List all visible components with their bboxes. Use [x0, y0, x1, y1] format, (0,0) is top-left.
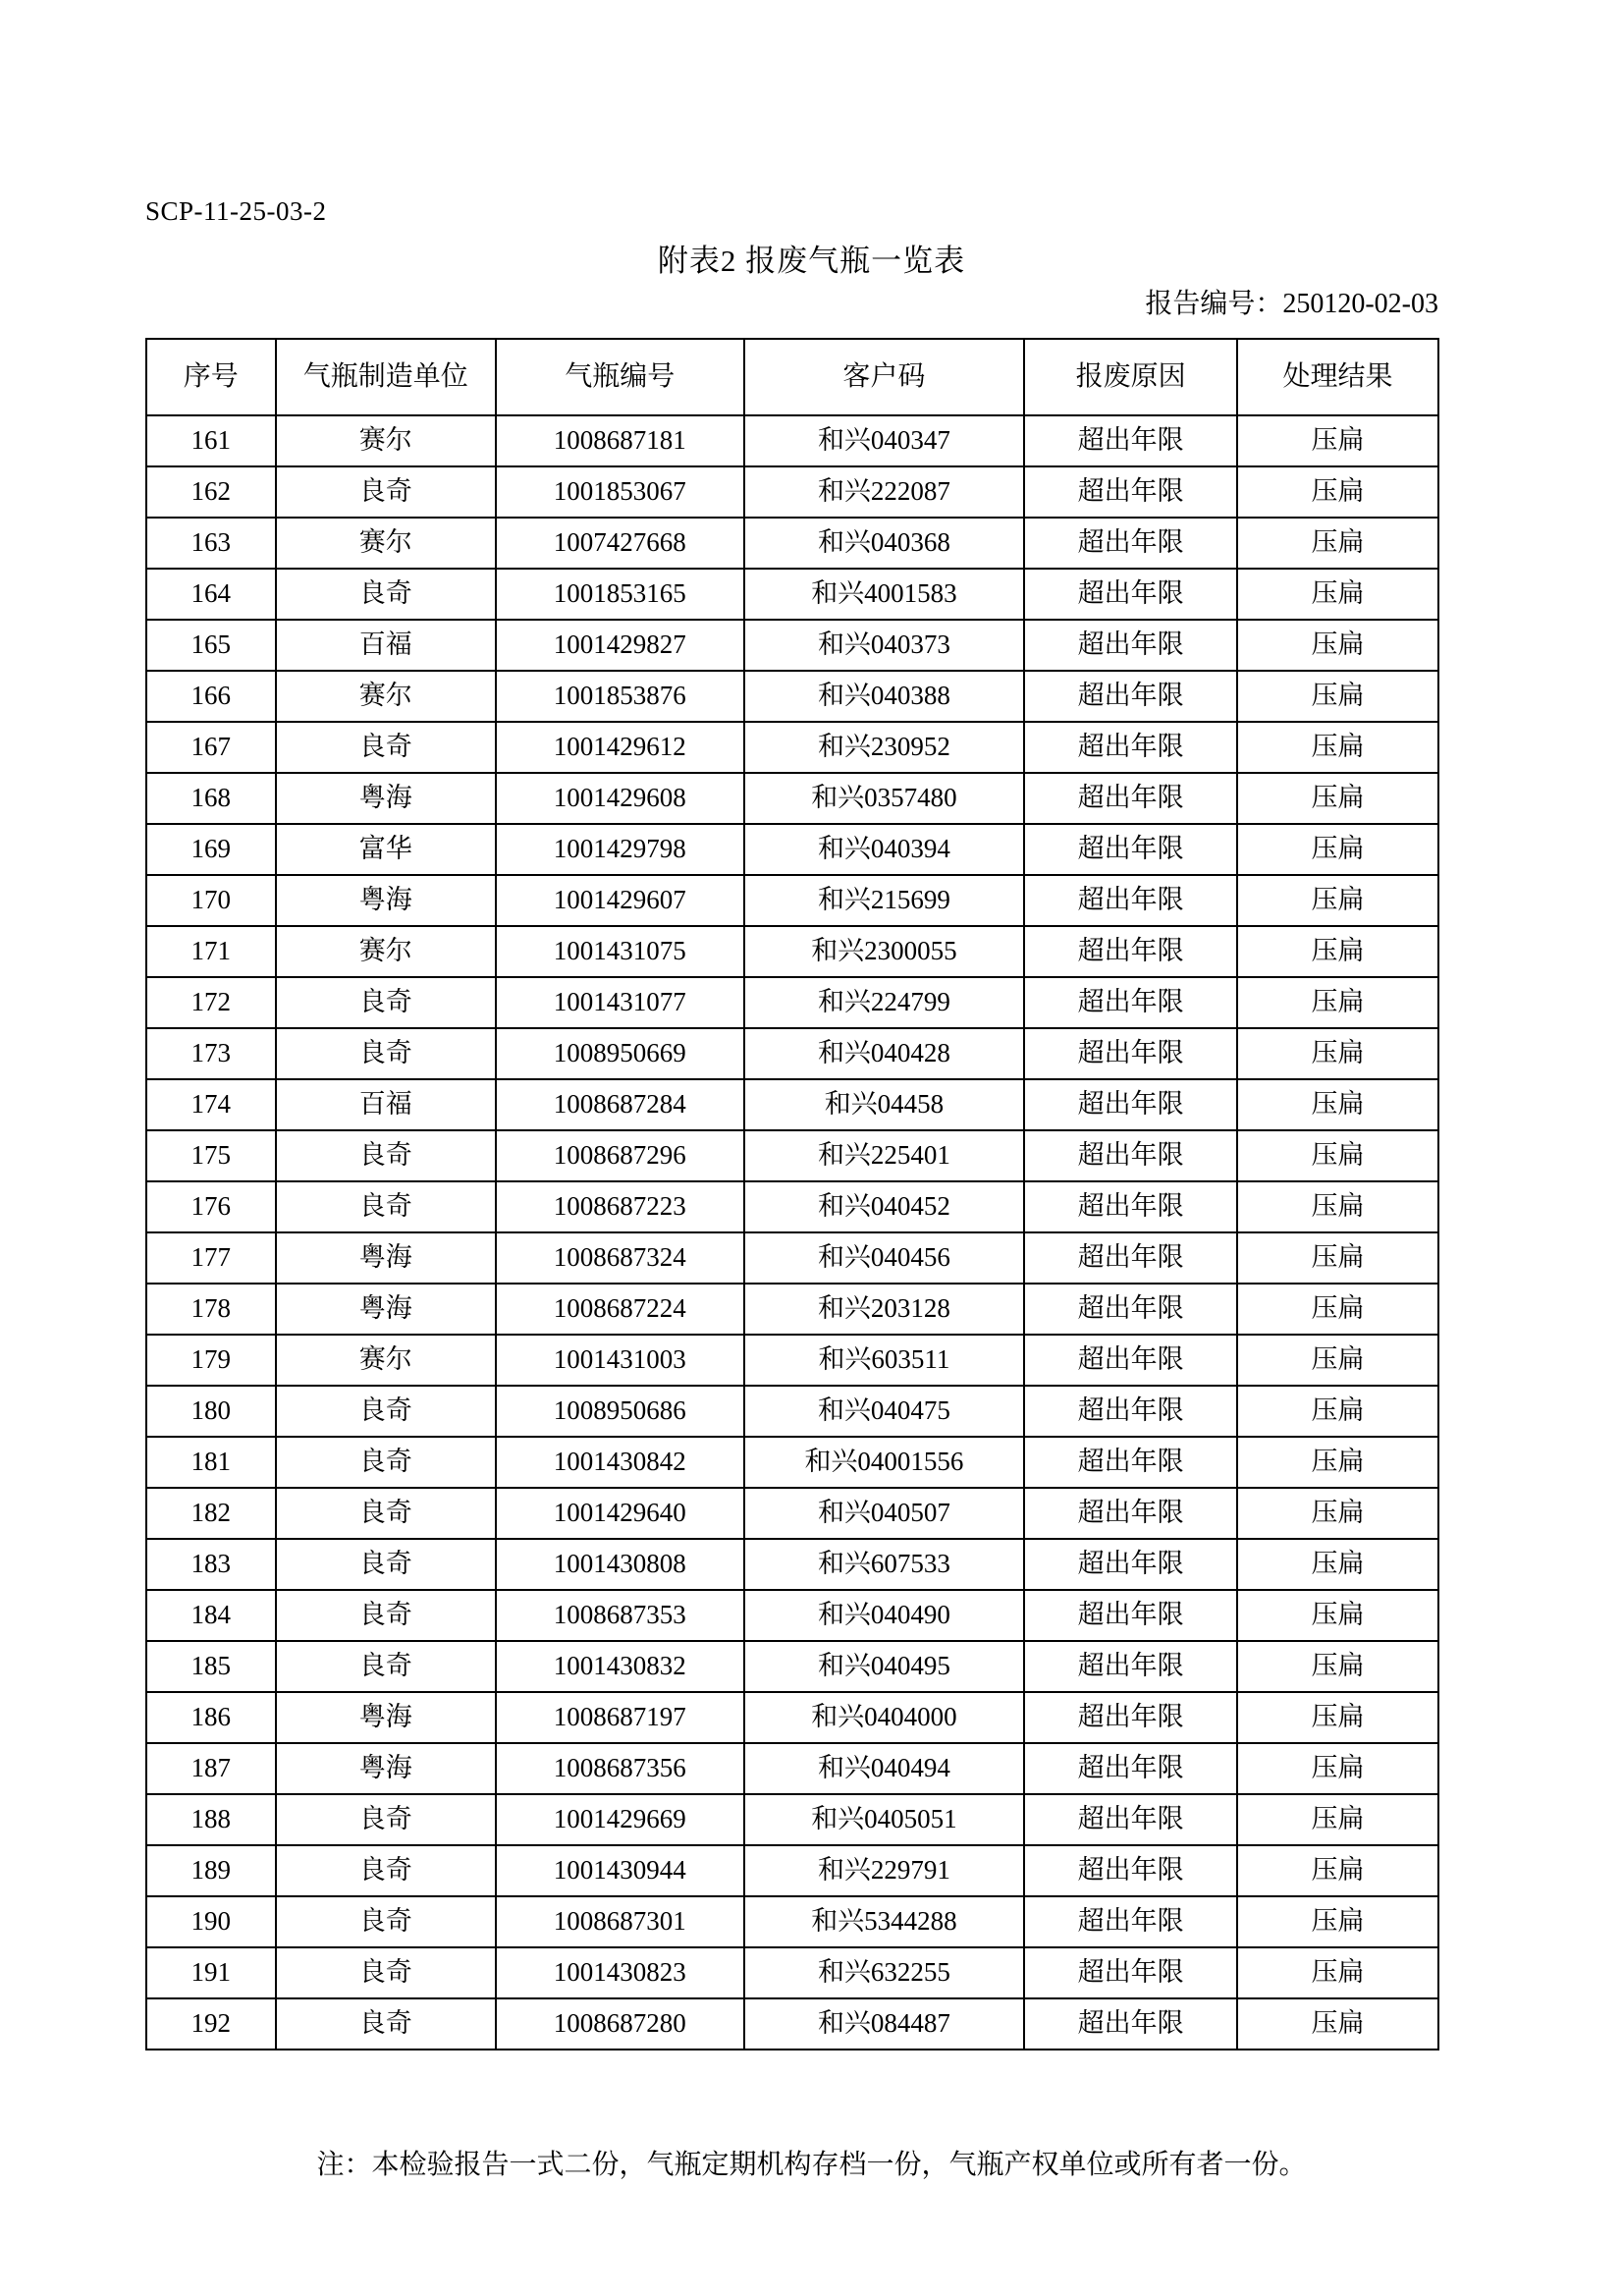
table-row [146, 1998, 1438, 2050]
cell-scrap-reason: 超出年限 [1024, 1998, 1237, 2050]
cell-index: 165 [146, 620, 276, 671]
cell-customer-code: 和兴230952 [744, 722, 1025, 773]
table-row [146, 1539, 1438, 1590]
cell-scrap-reason: 超出年限 [1024, 1028, 1237, 1079]
table-row [146, 1181, 1438, 1232]
cell-disposal: 压扁 [1237, 1590, 1438, 1641]
cell-customer-code: 和兴0405051 [744, 1794, 1025, 1845]
cell-customer-code: 和兴222087 [744, 466, 1025, 518]
cell-scrap-reason: 超出年限 [1024, 875, 1237, 926]
cell-index: 183 [146, 1539, 276, 1590]
cell-scrap-reason: 超出年限 [1024, 1896, 1237, 1947]
table-row [146, 1692, 1438, 1743]
cell-manufacturer: 百福 [276, 620, 496, 671]
cell-disposal: 压扁 [1237, 466, 1438, 518]
cell-cylinder-no: 1001430842 [496, 1437, 744, 1488]
cell-cylinder-no: 1001431003 [496, 1335, 744, 1386]
cell-manufacturer: 赛尔 [276, 671, 496, 722]
cell-disposal: 压扁 [1237, 1181, 1438, 1232]
cell-manufacturer: 粤海 [276, 1692, 496, 1743]
cell-scrap-reason: 超出年限 [1024, 722, 1237, 773]
cell-cylinder-no: 1001429608 [496, 773, 744, 824]
cell-customer-code: 和兴040373 [744, 620, 1025, 671]
table-row [146, 569, 1438, 620]
cell-customer-code: 和兴040494 [744, 1743, 1025, 1794]
table-row [146, 824, 1438, 875]
cell-index: 180 [146, 1386, 276, 1437]
table-row [146, 1437, 1438, 1488]
cell-disposal: 压扁 [1237, 1947, 1438, 1998]
cell-customer-code: 和兴4001583 [744, 569, 1025, 620]
cell-manufacturer: 粤海 [276, 773, 496, 824]
cell-scrap-reason: 超出年限 [1024, 518, 1237, 569]
cell-disposal: 压扁 [1237, 1232, 1438, 1284]
cell-manufacturer: 良奇 [276, 1130, 496, 1181]
cell-index: 163 [146, 518, 276, 569]
cell-manufacturer: 良奇 [276, 1845, 496, 1896]
cell-index: 187 [146, 1743, 276, 1794]
cell-scrap-reason: 超出年限 [1024, 1232, 1237, 1284]
cell-customer-code: 和兴603511 [744, 1335, 1025, 1386]
cell-cylinder-no: 1001430832 [496, 1641, 744, 1692]
cell-manufacturer: 良奇 [276, 1896, 496, 1947]
cell-manufacturer: 良奇 [276, 1590, 496, 1641]
cell-customer-code: 和兴0404000 [744, 1692, 1025, 1743]
table-row [146, 977, 1438, 1028]
cell-manufacturer: 良奇 [276, 1181, 496, 1232]
cell-disposal: 压扁 [1237, 875, 1438, 926]
cell-customer-code: 和兴084487 [744, 1998, 1025, 2050]
cell-manufacturer: 赛尔 [276, 518, 496, 569]
cell-cylinder-no: 1008687181 [496, 415, 744, 466]
cell-scrap-reason: 超出年限 [1024, 1539, 1237, 1590]
cell-disposal: 压扁 [1237, 977, 1438, 1028]
cell-scrap-reason: 超出年限 [1024, 415, 1237, 466]
cell-scrap-reason: 超出年限 [1024, 977, 1237, 1028]
cell-cylinder-no: 1001429669 [496, 1794, 744, 1845]
cell-manufacturer: 粤海 [276, 1743, 496, 1794]
cell-customer-code: 和兴040475 [744, 1386, 1025, 1437]
cell-customer-code: 和兴04001556 [744, 1437, 1025, 1488]
table-row [146, 1386, 1438, 1437]
cell-customer-code: 和兴203128 [744, 1284, 1025, 1335]
cell-index: 161 [146, 415, 276, 466]
cell-manufacturer: 良奇 [276, 1539, 496, 1590]
table-row [146, 1232, 1438, 1284]
cell-cylinder-no: 1008687301 [496, 1896, 744, 1947]
cell-scrap-reason: 超出年限 [1024, 1947, 1237, 1998]
table-header-row [146, 339, 1438, 415]
cell-customer-code: 和兴607533 [744, 1539, 1025, 1590]
cell-customer-code: 和兴0357480 [744, 773, 1025, 824]
cell-manufacturer: 良奇 [276, 977, 496, 1028]
scrapped-cylinders-table [145, 338, 1439, 2050]
cell-disposal: 压扁 [1237, 1130, 1438, 1181]
table-row [146, 722, 1438, 773]
cell-disposal: 压扁 [1237, 1335, 1438, 1386]
table-row [146, 1079, 1438, 1130]
cell-index: 174 [146, 1079, 276, 1130]
cell-index: 182 [146, 1488, 276, 1539]
cell-disposal: 压扁 [1237, 1692, 1438, 1743]
cell-scrap-reason: 超出年限 [1024, 926, 1237, 977]
cell-customer-code: 和兴215699 [744, 875, 1025, 926]
cell-index: 186 [146, 1692, 276, 1743]
cell-cylinder-no: 1008687296 [496, 1130, 744, 1181]
cell-cylinder-no: 1001431075 [496, 926, 744, 977]
cell-index: 191 [146, 1947, 276, 1998]
cell-disposal: 压扁 [1237, 518, 1438, 569]
cell-disposal: 压扁 [1237, 926, 1438, 977]
cell-cylinder-no: 1001429607 [496, 875, 744, 926]
cell-customer-code: 和兴224799 [744, 977, 1025, 1028]
cell-customer-code: 和兴229791 [744, 1845, 1025, 1896]
cell-customer-code: 和兴040490 [744, 1590, 1025, 1641]
column-header-customer-code: 客户码 [744, 339, 1025, 415]
cell-cylinder-no: 1001430808 [496, 1539, 744, 1590]
cell-cylinder-no: 1001430823 [496, 1947, 744, 1998]
cell-scrap-reason: 超出年限 [1024, 1335, 1237, 1386]
table-row [146, 1335, 1438, 1386]
cell-index: 188 [146, 1794, 276, 1845]
cell-index: 184 [146, 1590, 276, 1641]
cell-scrap-reason: 超出年限 [1024, 1845, 1237, 1896]
cell-disposal: 压扁 [1237, 1998, 1438, 2050]
table-row [146, 518, 1438, 569]
table-row [146, 773, 1438, 824]
cell-customer-code: 和兴632255 [744, 1947, 1025, 1998]
cell-disposal: 压扁 [1237, 824, 1438, 875]
cell-index: 190 [146, 1896, 276, 1947]
cell-disposal: 压扁 [1237, 1437, 1438, 1488]
table-row [146, 1488, 1438, 1539]
cell-scrap-reason: 超出年限 [1024, 1743, 1237, 1794]
cell-disposal: 压扁 [1237, 1386, 1438, 1437]
cell-customer-code: 和兴040347 [744, 415, 1025, 466]
cell-index: 169 [146, 824, 276, 875]
cell-disposal: 压扁 [1237, 569, 1438, 620]
table-row [146, 1590, 1438, 1641]
cell-disposal: 压扁 [1237, 1079, 1438, 1130]
cell-index: 175 [146, 1130, 276, 1181]
cell-index: 179 [146, 1335, 276, 1386]
cell-index: 164 [146, 569, 276, 620]
cell-customer-code: 和兴040394 [744, 824, 1025, 875]
cell-index: 178 [146, 1284, 276, 1335]
cell-manufacturer: 百福 [276, 1079, 496, 1130]
table-row [146, 875, 1438, 926]
cell-customer-code: 和兴040388 [744, 671, 1025, 722]
cell-customer-code: 和兴040452 [744, 1181, 1025, 1232]
cell-index: 173 [146, 1028, 276, 1079]
cell-scrap-reason: 超出年限 [1024, 1794, 1237, 1845]
cell-disposal: 压扁 [1237, 1028, 1438, 1079]
cell-cylinder-no: 1008687280 [496, 1998, 744, 2050]
cell-index: 168 [146, 773, 276, 824]
cell-cylinder-no: 1001431077 [496, 977, 744, 1028]
cell-manufacturer: 良奇 [276, 1437, 496, 1488]
cell-disposal: 压扁 [1237, 620, 1438, 671]
cell-disposal: 压扁 [1237, 722, 1438, 773]
column-header-manufacturer: 气瓶制造单位 [276, 339, 496, 415]
cell-scrap-reason: 超出年限 [1024, 1079, 1237, 1130]
cell-index: 172 [146, 977, 276, 1028]
cell-cylinder-no: 1008687353 [496, 1590, 744, 1641]
cell-scrap-reason: 超出年限 [1024, 1284, 1237, 1335]
cell-index: 192 [146, 1998, 276, 2050]
cell-index: 162 [146, 466, 276, 518]
cell-cylinder-no: 1001853876 [496, 671, 744, 722]
cell-manufacturer: 赛尔 [276, 926, 496, 977]
cell-index: 176 [146, 1181, 276, 1232]
cell-index: 181 [146, 1437, 276, 1488]
column-header-index: 序号 [146, 339, 276, 415]
cell-index: 189 [146, 1845, 276, 1896]
cell-cylinder-no: 1001429640 [496, 1488, 744, 1539]
table-row [146, 466, 1438, 518]
cell-index: 166 [146, 671, 276, 722]
cell-disposal: 压扁 [1237, 773, 1438, 824]
cell-cylinder-no: 1007427668 [496, 518, 744, 569]
cell-disposal: 压扁 [1237, 1539, 1438, 1590]
cell-scrap-reason: 超出年限 [1024, 1181, 1237, 1232]
cell-cylinder-no: 1001430944 [496, 1845, 744, 1896]
cell-cylinder-no: 1001429827 [496, 620, 744, 671]
cell-scrap-reason: 超出年限 [1024, 1437, 1237, 1488]
table-row [146, 671, 1438, 722]
cell-scrap-reason: 超出年限 [1024, 466, 1237, 518]
footnote: 注：本检验报告一式二份，气瓶定期机构存档一份，气瓶产权单位或所有者一份。 [316, 2150, 1307, 2180]
cell-index: 185 [146, 1641, 276, 1692]
cell-customer-code: 和兴04458 [744, 1079, 1025, 1130]
table-row [146, 926, 1438, 977]
cell-scrap-reason: 超出年限 [1024, 773, 1237, 824]
cell-cylinder-no: 1008950686 [496, 1386, 744, 1437]
cell-cylinder-no: 1001853165 [496, 569, 744, 620]
cell-customer-code: 和兴040456 [744, 1232, 1025, 1284]
column-header-scrap-reason: 报废原因 [1024, 339, 1237, 415]
cell-scrap-reason: 超出年限 [1024, 1386, 1237, 1437]
cell-scrap-reason: 超出年限 [1024, 620, 1237, 671]
cell-manufacturer: 粤海 [276, 1232, 496, 1284]
cell-disposal: 压扁 [1237, 1896, 1438, 1947]
cell-scrap-reason: 超出年限 [1024, 1692, 1237, 1743]
cell-manufacturer: 赛尔 [276, 415, 496, 466]
cell-index: 177 [146, 1232, 276, 1284]
cell-disposal: 压扁 [1237, 1845, 1438, 1896]
cell-disposal: 压扁 [1237, 1488, 1438, 1539]
cell-manufacturer: 良奇 [276, 1947, 496, 1998]
cell-cylinder-no: 1001853067 [496, 466, 744, 518]
report-number: 报告编号：250120-02-03 [1145, 289, 1438, 319]
cell-manufacturer: 良奇 [276, 466, 496, 518]
cell-index: 170 [146, 875, 276, 926]
cell-customer-code: 和兴040507 [744, 1488, 1025, 1539]
cell-scrap-reason: 超出年限 [1024, 1488, 1237, 1539]
table-row [146, 1028, 1438, 1079]
table-row [146, 1641, 1438, 1692]
cell-index: 171 [146, 926, 276, 977]
table-row [146, 1845, 1438, 1896]
table-body [146, 415, 1438, 2050]
cell-disposal: 压扁 [1237, 1794, 1438, 1845]
cell-cylinder-no: 1001429612 [496, 722, 744, 773]
cell-cylinder-no: 1008687324 [496, 1232, 744, 1284]
cell-scrap-reason: 超出年限 [1024, 1130, 1237, 1181]
cell-manufacturer: 良奇 [276, 1028, 496, 1079]
cell-customer-code: 和兴040428 [744, 1028, 1025, 1079]
cell-manufacturer: 粤海 [276, 875, 496, 926]
table-row [146, 1130, 1438, 1181]
cell-cylinder-no: 1008687224 [496, 1284, 744, 1335]
table-row [146, 620, 1438, 671]
cell-cylinder-no: 1008687223 [496, 1181, 744, 1232]
cell-cylinder-no: 1008687284 [496, 1079, 744, 1130]
cell-manufacturer: 良奇 [276, 569, 496, 620]
cell-customer-code: 和兴040495 [744, 1641, 1025, 1692]
table-row [146, 1947, 1438, 1998]
table-row [146, 415, 1438, 466]
cell-manufacturer: 富华 [276, 824, 496, 875]
cell-manufacturer: 粤海 [276, 1284, 496, 1335]
cell-disposal: 压扁 [1237, 1641, 1438, 1692]
cell-manufacturer: 良奇 [276, 722, 496, 773]
cell-disposal: 压扁 [1237, 1743, 1438, 1794]
cell-manufacturer: 良奇 [276, 1641, 496, 1692]
cell-cylinder-no: 1008687197 [496, 1692, 744, 1743]
cell-disposal: 压扁 [1237, 671, 1438, 722]
table-row [146, 1794, 1438, 1845]
table-row [146, 1896, 1438, 1947]
cell-scrap-reason: 超出年限 [1024, 569, 1237, 620]
cell-cylinder-no: 1008950669 [496, 1028, 744, 1079]
cell-disposal: 压扁 [1237, 415, 1438, 466]
column-header-disposal: 处理结果 [1237, 339, 1438, 415]
cell-customer-code: 和兴5344288 [744, 1896, 1025, 1947]
page-title: 附表2 报废气瓶一览表 [657, 244, 966, 278]
cell-manufacturer: 良奇 [276, 1488, 496, 1539]
cell-customer-code: 和兴040368 [744, 518, 1025, 569]
cell-scrap-reason: 超出年限 [1024, 671, 1237, 722]
form-code: SCP-11-25-03-2 [145, 196, 327, 226]
cell-manufacturer: 良奇 [276, 1386, 496, 1437]
cell-scrap-reason: 超出年限 [1024, 1590, 1237, 1641]
cell-index: 167 [146, 722, 276, 773]
cell-manufacturer: 良奇 [276, 1794, 496, 1845]
cell-disposal: 压扁 [1237, 1284, 1438, 1335]
cell-cylinder-no: 1008687356 [496, 1743, 744, 1794]
cell-customer-code: 和兴225401 [744, 1130, 1025, 1181]
cell-scrap-reason: 超出年限 [1024, 1641, 1237, 1692]
cell-manufacturer: 良奇 [276, 1998, 496, 2050]
cell-customer-code: 和兴2300055 [744, 926, 1025, 977]
cell-cylinder-no: 1001429798 [496, 824, 744, 875]
table-row [146, 1743, 1438, 1794]
cell-scrap-reason: 超出年限 [1024, 824, 1237, 875]
cell-manufacturer: 赛尔 [276, 1335, 496, 1386]
table-row [146, 1284, 1438, 1335]
column-header-cylinder-no: 气瓶编号 [496, 339, 744, 415]
